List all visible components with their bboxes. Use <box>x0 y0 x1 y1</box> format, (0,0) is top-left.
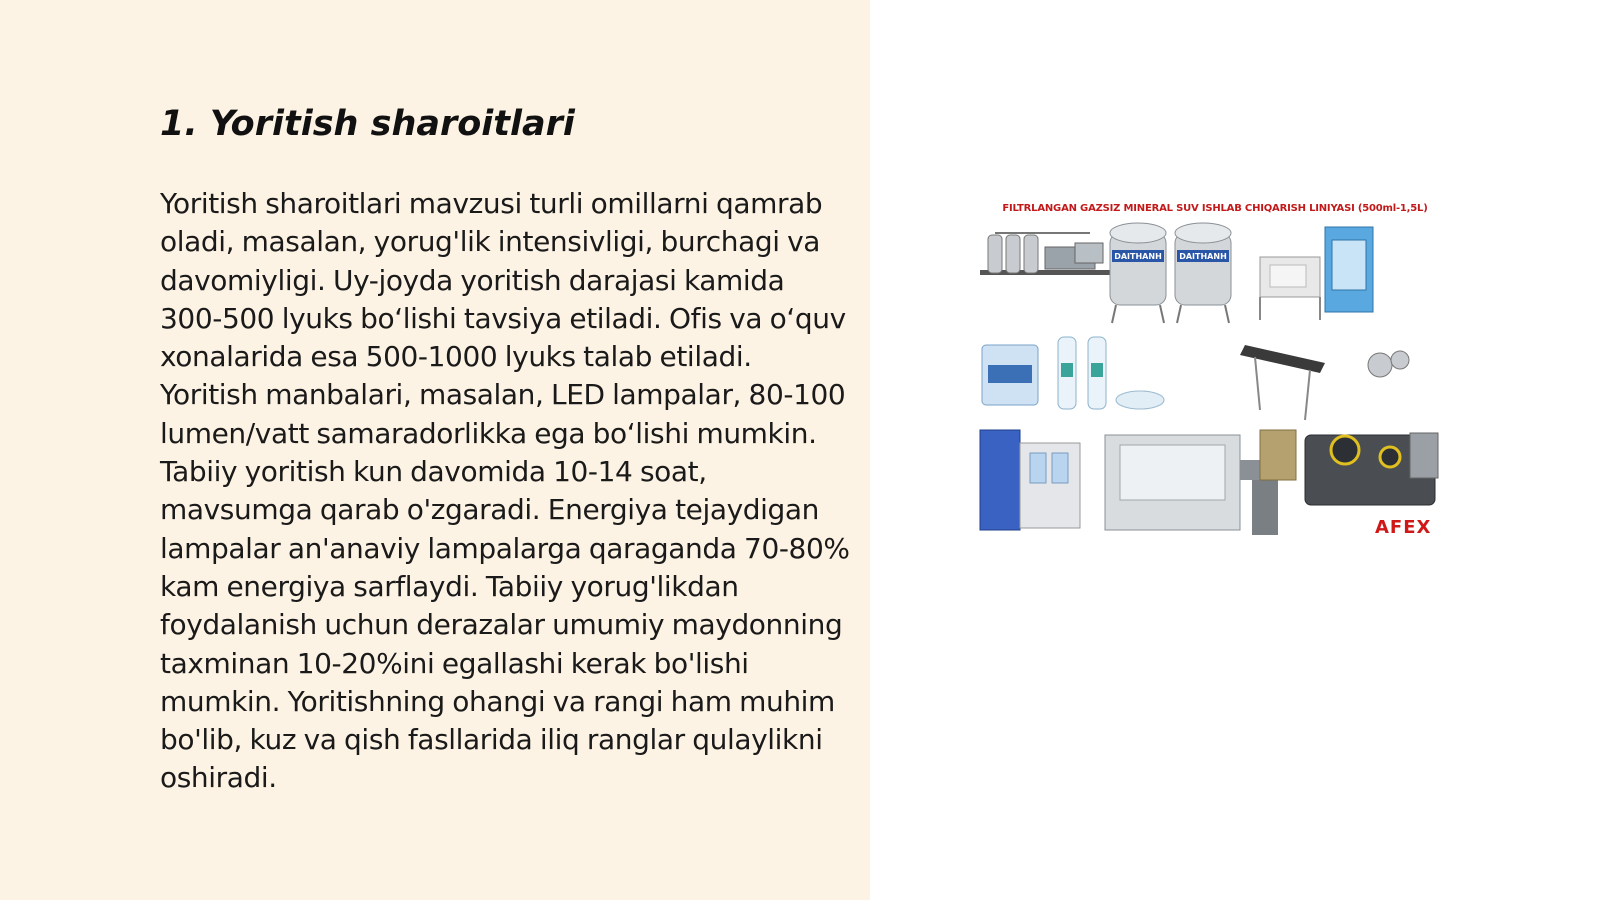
tank-label-right: DAITHANH <box>1179 252 1227 261</box>
afex-logo: AFEX <box>1375 517 1432 538</box>
filling-machine <box>1105 430 1296 535</box>
production-line-illustration <box>970 195 1460 555</box>
slide-body-text: Yoritish sharoitlari mavzusi turli omillarni qamrab oladi, masalan, yorug'lik intensivligi, burchagi va davomiyligi. Uy-joyda yoritish darajasi kamida 300-500 lyuks bo‘lishi tavsiya etiladi. Ofis va o‘quv xonalarida esa 500-1000 lyuks talab etiladi. Yoritish manbalari, masalan, LED lampalar, 80-100 lumen/vatt samaradorlikka ega bo‘lishi mumkin. Tabiiy yoritish kun davomida 10-14 soat, mavsumga qarab o'zgaradi. Energiya tejaydigan lampalar an'anaviy lampalarga qaraganda 70-80% kam energiya sarflaydi. Tabiiy yorug'likdan foydalanish uchun derazalar umumiy maydonning taxminan 10-20%ini egallashi kerak bo'lishi mumkin. Yoritishning ohangi va rangi ham muhim bo'lib, kuz va qish fasllarida iliq ranglar qulaylikni oshiradi. <box>160 187 850 795</box>
conveyor <box>1240 345 1409 420</box>
bottle-packs <box>982 337 1164 409</box>
filtration-unit <box>980 233 1110 275</box>
production-line-image <box>970 195 1460 555</box>
steel-tank-right <box>1175 223 1231 323</box>
steel-tank-left <box>1110 223 1166 323</box>
blow-molding-machine <box>980 430 1080 530</box>
tank-label-left: DAITHANH <box>1114 252 1162 261</box>
slide-title: 1. Yoritish sharoitlari <box>160 104 575 144</box>
shrink-wrap-machine <box>1260 227 1373 320</box>
image-caption: FILTRLANGAN GAZSIZ MINERAL SUV ISHLAB CHIQARISH LINIYASI (500ml-1,5L) <box>1002 203 1428 214</box>
air-compressor <box>1305 433 1438 505</box>
